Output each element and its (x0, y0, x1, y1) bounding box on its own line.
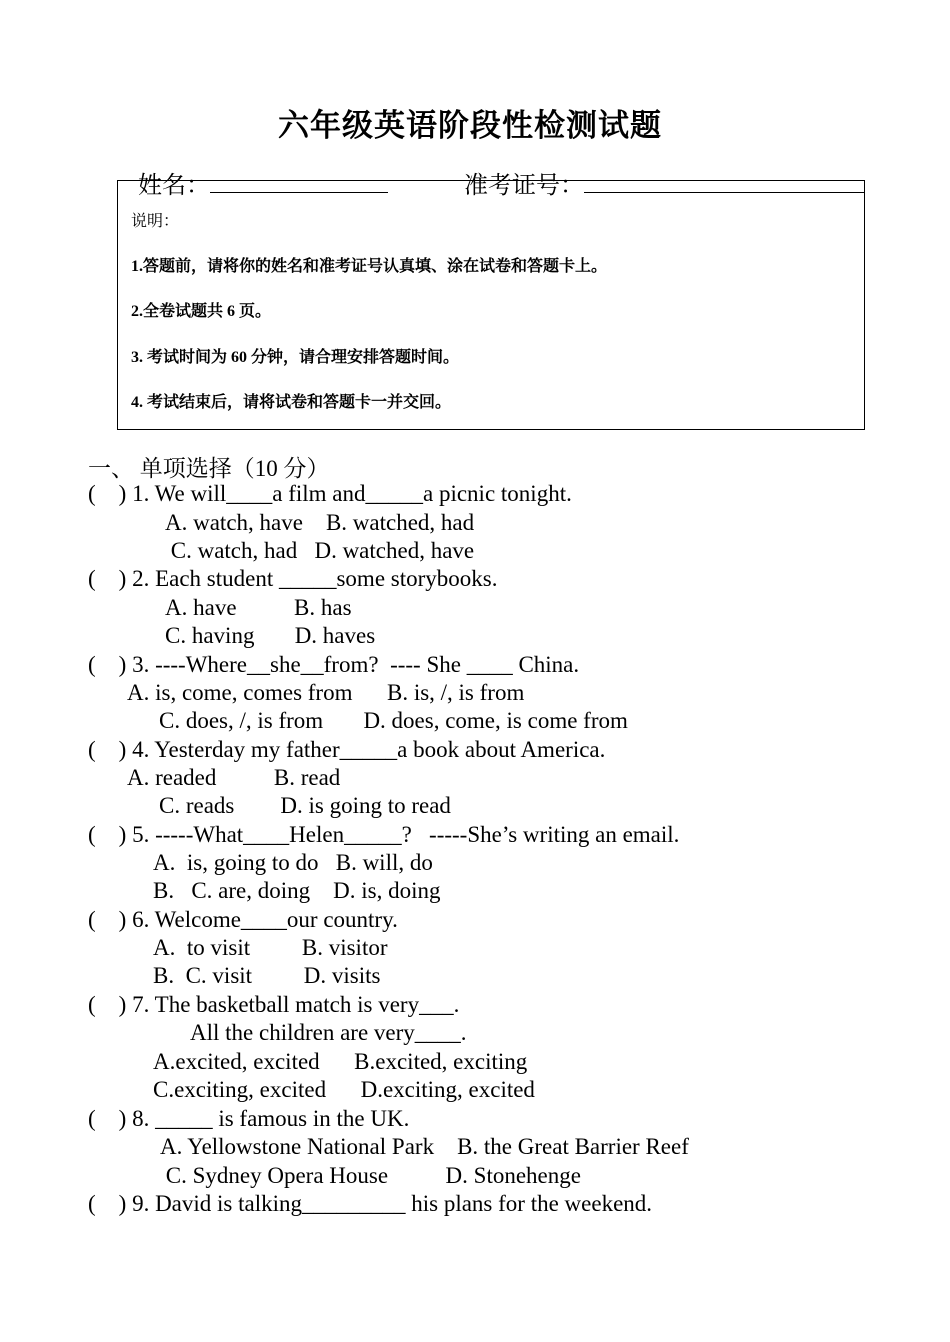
question-3-options-row2: C. does, /, is from D. does, come, is come from (159, 708, 628, 733)
question-7-stem-line2: All the children are very____. (190, 1020, 467, 1045)
question-7-options-row1: A.excited, excited B.excited, exciting (153, 1049, 528, 1074)
question-2-options-row2: C. having D. haves (165, 623, 376, 648)
instruction-item: 3. 考试时间为 60 分钟，请合理安排答题时间。 (131, 349, 460, 366)
question-1-options-row1: A. watch, have B. watched, had (165, 510, 475, 535)
question-6-options-row2: B. C. visit D. visits (153, 963, 381, 988)
instructions-heading: 说明： (131, 213, 180, 230)
instruction-item: 2.全卷试题共 6 页。 (131, 303, 272, 320)
instruction-item: 1.答题前，请将你的姓名和准考证号认真填、涂在试卷和答题卡上。 (131, 258, 608, 275)
question-6-stem: ( ) 6. Welcome____our country. (88, 907, 398, 932)
page-title: 六年级英语阶段性检测试题 (278, 108, 662, 143)
question-7-options-row2: C.exciting, excited D.exciting, excited (153, 1077, 535, 1102)
instructions-box (117, 180, 865, 430)
question-1-options-row2: C. watch, had D. watched, have (165, 538, 475, 563)
instruction-item: 4. 考试结束后，请将试卷和答题卡一并交回。 (131, 394, 452, 411)
question-3-stem: ( ) 3. ----Where__she__from? ---- She ____ China. (88, 652, 580, 677)
exam-number-label: 准考证号： (464, 173, 584, 199)
question-8-options-row2: C. Sydney Opera House D. Stonehenge (160, 1163, 581, 1188)
question-8-stem: ( ) 8. _____ is famous in the UK. (88, 1106, 410, 1131)
question-4-options-row1: A. readed B. read (127, 765, 341, 790)
question-9-stem: ( ) 9. David is talking_________ his plans for the weekend. (88, 1191, 653, 1216)
question-5-options-row1: A. is, going to do B. will, do (153, 850, 433, 875)
question-4-options-row2: C. reads D. is going to read (159, 793, 451, 818)
question-3-options-row1: A. is, come, comes from B. is, /, is from (127, 680, 525, 705)
question-7-stem: ( ) 7. The basketball match is very___. (88, 992, 460, 1017)
question-4-stem: ( ) 4. Yesterday my father_____a book about America. (88, 737, 606, 762)
name-label: 姓名： (138, 173, 210, 199)
question-6-options-row1: A. to visit B. visitor (153, 935, 388, 960)
question-2-stem: ( ) 2. Each student _____some storybooks. (88, 566, 498, 591)
question-5-options-row2: B. C. are, doing D. is, doing (153, 878, 441, 903)
question-2-options-row1: A. have B. has (165, 595, 352, 620)
question-1-stem: ( ) 1. We will____a film and_____a picnic tonight. (88, 481, 572, 506)
section-title: 一、 单项选择（10 分） (88, 456, 330, 481)
question-5-stem: ( ) 5. -----What____Helen_____? -----She’s writing an email. (88, 822, 680, 847)
question-8-options-row1: A. Yellowstone National Park B. the Great Barrier Reef (160, 1134, 689, 1159)
